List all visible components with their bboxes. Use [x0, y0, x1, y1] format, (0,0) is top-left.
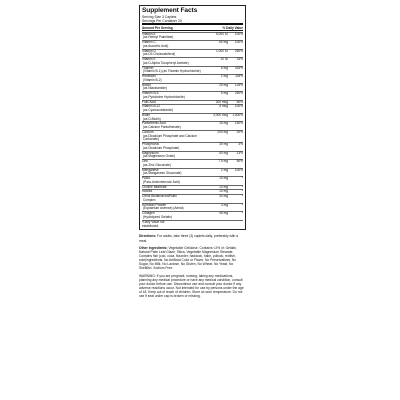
nutrient-amount: 10 mg	[219, 176, 228, 181]
nutrient-amount: 7.5 mg	[218, 159, 228, 164]
nutrient-source: (as Retinyl Palmitate)	[143, 35, 174, 40]
nutrient-name-cell	[142, 195, 211, 203]
nutrient-amount: 60 mg	[219, 40, 228, 45]
directions-label: Directions:	[139, 234, 157, 239]
nutrient-source: (as Dicalcium Phosphate and Calcium Carbonate)	[143, 133, 197, 142]
nutrient-daily-value: 13%	[236, 150, 243, 155]
nutrient-name: Phosphorus	[142, 142, 160, 147]
nutrient-name: Collagen	[142, 211, 155, 216]
nutrient-name: Vitamin B-12	[142, 104, 161, 109]
header-amount: Amount Per Serving	[142, 25, 173, 30]
nutrient-source: (as Cyanocobalamin)	[143, 108, 174, 113]
nutrient-name: Pantothenic Acid	[142, 121, 166, 126]
nutrient-amount: 200 mg	[217, 129, 228, 134]
nutrient-name-cell	[142, 114, 211, 122]
nutrient-row	[142, 91, 243, 100]
nutrient-source: (as Dicalcium Phosphate)	[143, 145, 180, 150]
nutrient-row	[142, 57, 243, 66]
label-text	[139, 234, 246, 297]
nutrient-amount: 50 mg	[219, 150, 228, 155]
nutrient-daily-value: 1,000%	[232, 112, 243, 117]
nutrient-daily-value: 250%	[234, 48, 243, 53]
nutrient-row	[142, 203, 243, 212]
nutrient-amount: 1,000 IU	[215, 48, 228, 53]
nutrient-source: Complex	[143, 197, 156, 202]
nutrient-name: Biotin	[142, 112, 150, 117]
nutrient-name-cell	[142, 177, 211, 185]
nutrient-rows	[142, 32, 243, 220]
nutrient-daily-value: *	[241, 184, 243, 189]
nutrient-amount: 5,000 IU	[215, 31, 228, 36]
nutrient-row	[142, 74, 243, 83]
nutrient-amount: 10 mg	[219, 189, 228, 194]
nutrient-daily-value: 100%	[234, 167, 243, 172]
ingredients-paragraph	[139, 246, 246, 270]
nutrient-amount: 6 mcg	[219, 104, 228, 109]
nutrient-source: (as Ascorbic Acid)	[143, 43, 169, 48]
nutrient-name-cell	[142, 186, 211, 190]
nutrient-name: Choline Bitartrate	[142, 184, 167, 189]
nutrient-source: (Equisetum arvense) (Aerial)	[143, 206, 184, 211]
nutrient-row	[142, 83, 243, 92]
directions-paragraph	[139, 234, 246, 242]
nutrient-name: Vitamin D	[142, 48, 156, 53]
nutrient-name: PABA	[142, 176, 151, 181]
nutrient-daily-value: 100%	[234, 31, 243, 36]
nutrient-source: (as Niacinamide)	[143, 86, 167, 91]
serving-size: Serving Size 3 Caplets	[142, 14, 177, 19]
nutrient-daily-value: 333%	[234, 65, 243, 70]
nutrient-source: (as D-Biotin)	[143, 116, 161, 121]
nutrient-row	[142, 66, 243, 75]
nutrient-name: Horsetail Powder	[142, 202, 167, 207]
nutrient-daily-value: *	[241, 202, 243, 207]
footnote-line: *Daily Value not	[142, 219, 165, 224]
nutrient-source: (as Magnesium Oxide)	[143, 154, 176, 159]
nutrient-name: Calcium	[142, 129, 154, 134]
nutrient-name-cell	[142, 67, 211, 75]
nutrient-name-cell	[142, 33, 211, 41]
nutrient-name: Inositol	[142, 189, 153, 194]
nutrient-row	[142, 32, 243, 41]
nutrient-daily-value: 125%	[234, 82, 243, 87]
nutrient-amount: 10 IU	[220, 57, 228, 62]
nutrient-row	[142, 130, 243, 142]
nutrient-name: Zinc	[142, 159, 149, 164]
nutrient-row	[142, 176, 243, 185]
nutrient-name-cell	[142, 84, 211, 92]
nutrient-row	[142, 211, 243, 220]
nutrient-source: (Vitamin B-2)	[143, 77, 162, 82]
nutrient-daily-value: *	[241, 194, 243, 199]
nutrient-row	[142, 194, 243, 203]
nutrient-row	[142, 151, 243, 160]
nutrient-name: Niacin	[142, 82, 151, 87]
facts-header	[142, 26, 243, 30]
nutrient-daily-value: 100%	[234, 40, 243, 45]
supplement-facts-panel	[139, 5, 246, 230]
nutrient-name-cell	[142, 75, 211, 83]
nutrient-daily-value: 50%	[236, 159, 243, 164]
daily-value-footnote	[142, 220, 243, 229]
warning-paragraph: WARNING: If you are pregnant, nursing, taking any medications, planning any medical procedure or have any medical condition, consult your doctor before use. Discontinue use and consult your doctor if any adverse reactions occur. Not intended for use by persons under the age of 18. Keep out of reach of children. Store at room temperature. Do not use if seal under cap is broken or missing.	[139, 273, 244, 298]
nutrient-name-cell	[142, 160, 211, 168]
nutrient-name-cell	[142, 131, 211, 142]
nutrient-row	[142, 104, 243, 113]
nutrient-row	[142, 113, 243, 122]
nutrient-source: (as Calcium Pantothenate)	[143, 125, 181, 130]
servings-per-container: Servings Per Container 20	[142, 18, 182, 23]
nutrient-name: Folic Acid	[142, 99, 156, 104]
nutrient-name-cell	[142, 169, 211, 177]
nutrient-daily-value: 100%	[234, 104, 243, 109]
nutrient-name-cell	[142, 204, 211, 212]
nutrient-row	[142, 40, 243, 49]
nutrient-daily-value: 50%	[236, 99, 243, 104]
nutrient-source: (as D-Alpha Tocopheryl Acetate)	[143, 60, 189, 65]
nutrient-daily-value: *	[241, 189, 243, 194]
nutrient-daily-value: 150%	[234, 121, 243, 126]
nutrient-amount: 3,000 mcg	[213, 112, 228, 117]
nutrient-amount: 3 mg	[220, 202, 228, 207]
nutrient-name-cell	[142, 105, 211, 113]
nutrient-source: (Para-Aminobenzoic Acid)	[143, 179, 180, 184]
nutrient-name: Riboflavin	[142, 74, 156, 79]
supplement-label	[139, 5, 246, 301]
nutrient-amount: 5 mg	[220, 65, 228, 70]
nutrient-row	[142, 142, 243, 151]
nutrient-amount: 30 mg	[219, 142, 228, 147]
nutrient-amount: 15 mg	[219, 121, 228, 126]
nutrient-name: Citrus Bioflavonoid/Rutin	[142, 194, 177, 199]
nutrient-name-cell	[142, 50, 211, 58]
nutrient-source: (as D3 Cholecalciferol)	[143, 52, 176, 57]
header-daily-value: % Daily Value	[222, 25, 243, 30]
nutrient-name-cell	[142, 92, 211, 100]
facts-title: Supplement Facts	[142, 7, 198, 14]
nutrient-amount: 10 mg	[219, 184, 228, 189]
nutrient-amount: 45 mg	[219, 211, 228, 216]
nutrient-source: (Vitamin B-1) (as Thiamin Hydrochloride)	[143, 69, 201, 74]
nutrient-daily-value: *	[241, 211, 243, 216]
nutrient-source: (as Manganese Gluconate)	[143, 171, 182, 176]
nutrient-amount: 200 mcg	[215, 99, 228, 104]
nutrient-row	[142, 49, 243, 58]
nutrient-name: Magnesium	[142, 150, 159, 155]
footnote-line: established.	[142, 223, 160, 228]
nutrient-name-cell	[142, 122, 211, 130]
ingredients-text: Vegetable Cellulose. Contains <2% of: Gelatin, Natural Palm Leaf Glaze, Silica, Vegetable Magnesium Stearate. Contains fish (cod, coca, flounder, haddock, hake, pollock, redfish, sole)ingredients. No Artificial Color or Flavor. No Preservatives, No Sugar, No Milk, No Lactose, No Gluten, No Wheat, No Yeast, No Shellfish. Sodium Free.	[139, 245, 237, 271]
nutrient-row	[142, 159, 243, 168]
nutrient-amount: 5 mg	[220, 91, 228, 96]
nutrient-name-cell	[142, 143, 211, 151]
nutrient-daily-value: 3%	[238, 142, 243, 147]
nutrient-name: Vitamin A	[142, 31, 156, 36]
nutrient-name: Vitamin E	[142, 57, 156, 62]
nutrient-daily-value: 20%	[236, 129, 243, 134]
nutrient-source: (Hydrolyzed Gelatin)	[143, 214, 173, 219]
nutrient-name-cell	[142, 58, 211, 66]
nutrient-source: (as Zinc Gluconate)	[143, 162, 171, 167]
nutrient-row	[142, 121, 243, 130]
nutrient-amount: 2 mg	[220, 167, 228, 172]
nutrient-source: (as Pyridoxine Hydrochloride)	[143, 94, 185, 99]
nutrient-daily-value: 250%	[234, 91, 243, 96]
directions-text: For adults, take three (3) caplets daily, preferably with a meal.	[139, 234, 239, 243]
nutrient-row	[142, 168, 243, 177]
nutrient-name: Thiamin	[142, 65, 154, 70]
nutrient-daily-value: 33%	[236, 57, 243, 62]
nutrient-name: Vitamin C	[142, 40, 156, 45]
nutrient-name-cell	[142, 212, 211, 220]
nutrient-amount: 30 mg	[219, 194, 228, 199]
nutrient-amount: 25 mg	[219, 82, 228, 87]
ingredients-label: Other Ingredients:	[139, 245, 168, 250]
nutrient-name-cell	[142, 152, 211, 160]
nutrient-daily-value: *	[241, 176, 243, 181]
nutrient-name-cell	[142, 41, 211, 49]
nutrient-name: Vitamin B-6	[142, 91, 159, 96]
nutrient-name: Manganese	[142, 167, 159, 172]
nutrient-daily-value: 118%	[235, 74, 243, 79]
nutrient-amount: 2 mg	[220, 74, 228, 79]
